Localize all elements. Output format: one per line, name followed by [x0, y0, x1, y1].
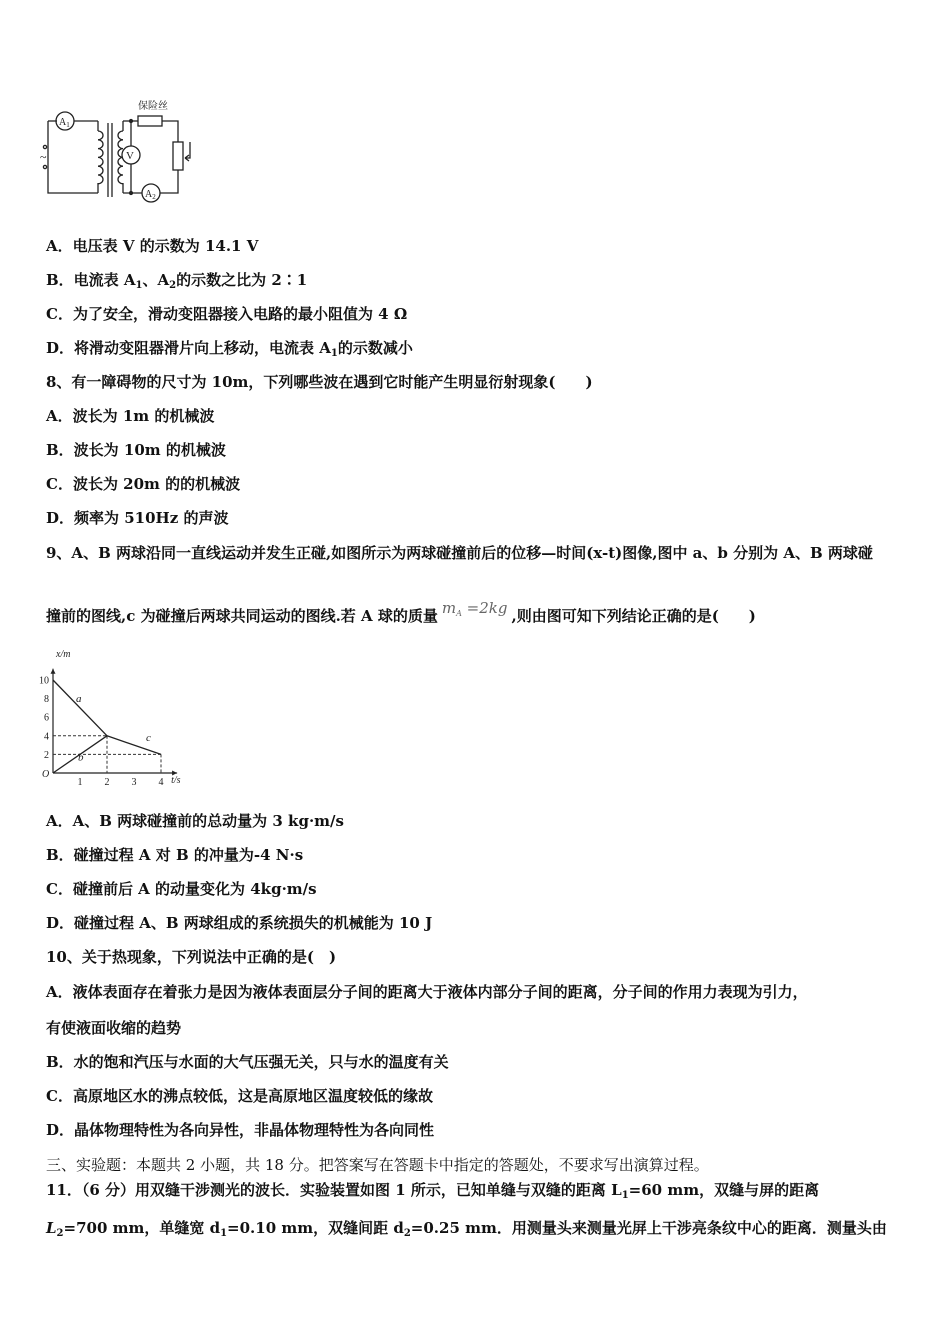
- q8-option-d: D．频率为 510Hz 的声波: [46, 509, 229, 527]
- fuse-label: 保险丝: [138, 101, 168, 112]
- q11-line1: 11．（6 分）用双缝干涉测光的波长．实验装置如图 1 所示，已知单缝与双缝的距离 $L_1=60$ mm，双缝与屏的距离: [46, 1181, 820, 1201]
- x-axis-label: t/s: [171, 775, 181, 785]
- circuit-diagram: [40, 95, 200, 207]
- mass-formula: $m_A =2kg$: [441, 599, 508, 618]
- series-line-c: [107, 736, 161, 755]
- q11-line2: $L_2=700$ mm，单缝宽 $d_1=0.10$ mm，双缝间距 $d_2=0.25$ mm．用测量头来测量光屏上干涉亮条纹中心的距离．测量头由: [46, 1219, 887, 1239]
- series-label-c: c: [146, 732, 151, 745]
- q10-option-a-line2: 有使液面收缩的趋势: [46, 1019, 182, 1037]
- svg-text:A1: $A_1$: [59, 117, 70, 129]
- q10-stem: 10、关于热现象，下列说法中正确的是( ): [46, 948, 337, 966]
- y-tick-label: 8: [44, 694, 49, 706]
- origin-label: O: [42, 769, 50, 780]
- q7-option-b: B．电流表 $A_1$、$A_2$的示数之比为 2∶1: [46, 271, 308, 291]
- q8-stem: 8、有一障碍物的尺寸为 10m，下列哪些波在遇到它时能产生明显衍射现象( ): [46, 373, 593, 391]
- q10-option-a-line1: A．液体表面存在着张力是因为液体表面层分子间的距离大于液体内部分子间的距离，分子间的作用力表现为引力，: [46, 983, 808, 1001]
- svg-text:A2: $A_2$: [145, 189, 156, 201]
- q8-option-b: B．波长为 10m 的机械波: [46, 441, 226, 459]
- q9-option-c: C．碰撞前后 A 的动量变化为 4kg·m/s: [46, 880, 317, 898]
- q9-stem-line2: 撞前的图线,c 为碰撞后两球共同运动的图线.若 A 球的质量 $m_A =2kg$ ,则由图可知下列结论正确的是( ): [46, 599, 756, 625]
- q7-option-d: D．将滑动变阻器滑片向上移动，电流表 $A_1$的示数减小: [46, 339, 413, 359]
- y-tick-label: 10: [39, 675, 49, 687]
- x-tick-label: 3: [131, 777, 137, 785]
- y-axis-arrow: [51, 669, 56, 674]
- q10-option-c: C．高原地区水的沸点较低，这是高原地区温度较低的缘故: [46, 1087, 433, 1105]
- q7-option-c: C．为了安全，滑动变阻器接入电路的最小阻值为 4 Ω: [46, 305, 408, 323]
- y-tick-label: 2: [44, 749, 49, 761]
- y-axis-label: x/m: [56, 649, 71, 660]
- rheostat: [173, 142, 183, 170]
- y-tick-label: 4: [44, 731, 49, 743]
- voltmeter-label: V: [126, 150, 134, 162]
- q8-option-c: C．波长为 20m 的的机械波: [46, 475, 241, 493]
- fuse: [138, 116, 162, 126]
- series-label-b: b: [78, 751, 84, 764]
- series-line-a: [53, 680, 107, 736]
- q9-stem-line1: 9、A、B 两球沿同一直线运动并发生正碰,如图所示为两球碰撞前后的位移—时间(x-t)图像,图中 a、b 分别为 A、B 两球碰: [46, 544, 873, 562]
- q9-option-b: B．碰撞过程 A 对 B 的冲量为-4 N·s: [46, 846, 304, 864]
- q10-option-d: D．晶体物理特性为各向异性，非晶体物理特性为各向同性: [46, 1121, 435, 1139]
- y-tick-label: 6: [44, 712, 49, 724]
- q10-option-b: B．水的饱和汽压与水面的大气压强无关，只与水的温度有关: [46, 1053, 449, 1071]
- x-tick-label: 2: [104, 777, 110, 785]
- ac-source-symbol: ~: [40, 150, 47, 164]
- q9-option-a: A．A、B 两球碰撞前的总动量为 3 kg·m/s: [46, 812, 344, 830]
- x-tick-label: 1: [77, 777, 83, 785]
- xt-chart: [38, 645, 198, 785]
- x-tick-label: 4: [158, 777, 164, 785]
- q9-option-d: D．碰撞过程 A、B 两球组成的系统损失的机械能为 10 J: [46, 914, 433, 932]
- q7-option-a: A．电压表 V 的示数为 14.1 V: [46, 237, 259, 255]
- series-label-a: a: [76, 692, 82, 705]
- section-3-title: 三、实验题：本题共 2 小题，共 18 分。把答案写在答题卡中指定的答题处，不要求写出演算过程。: [46, 1156, 709, 1174]
- q8-option-a: A．波长为 1m 的机械波: [46, 407, 215, 425]
